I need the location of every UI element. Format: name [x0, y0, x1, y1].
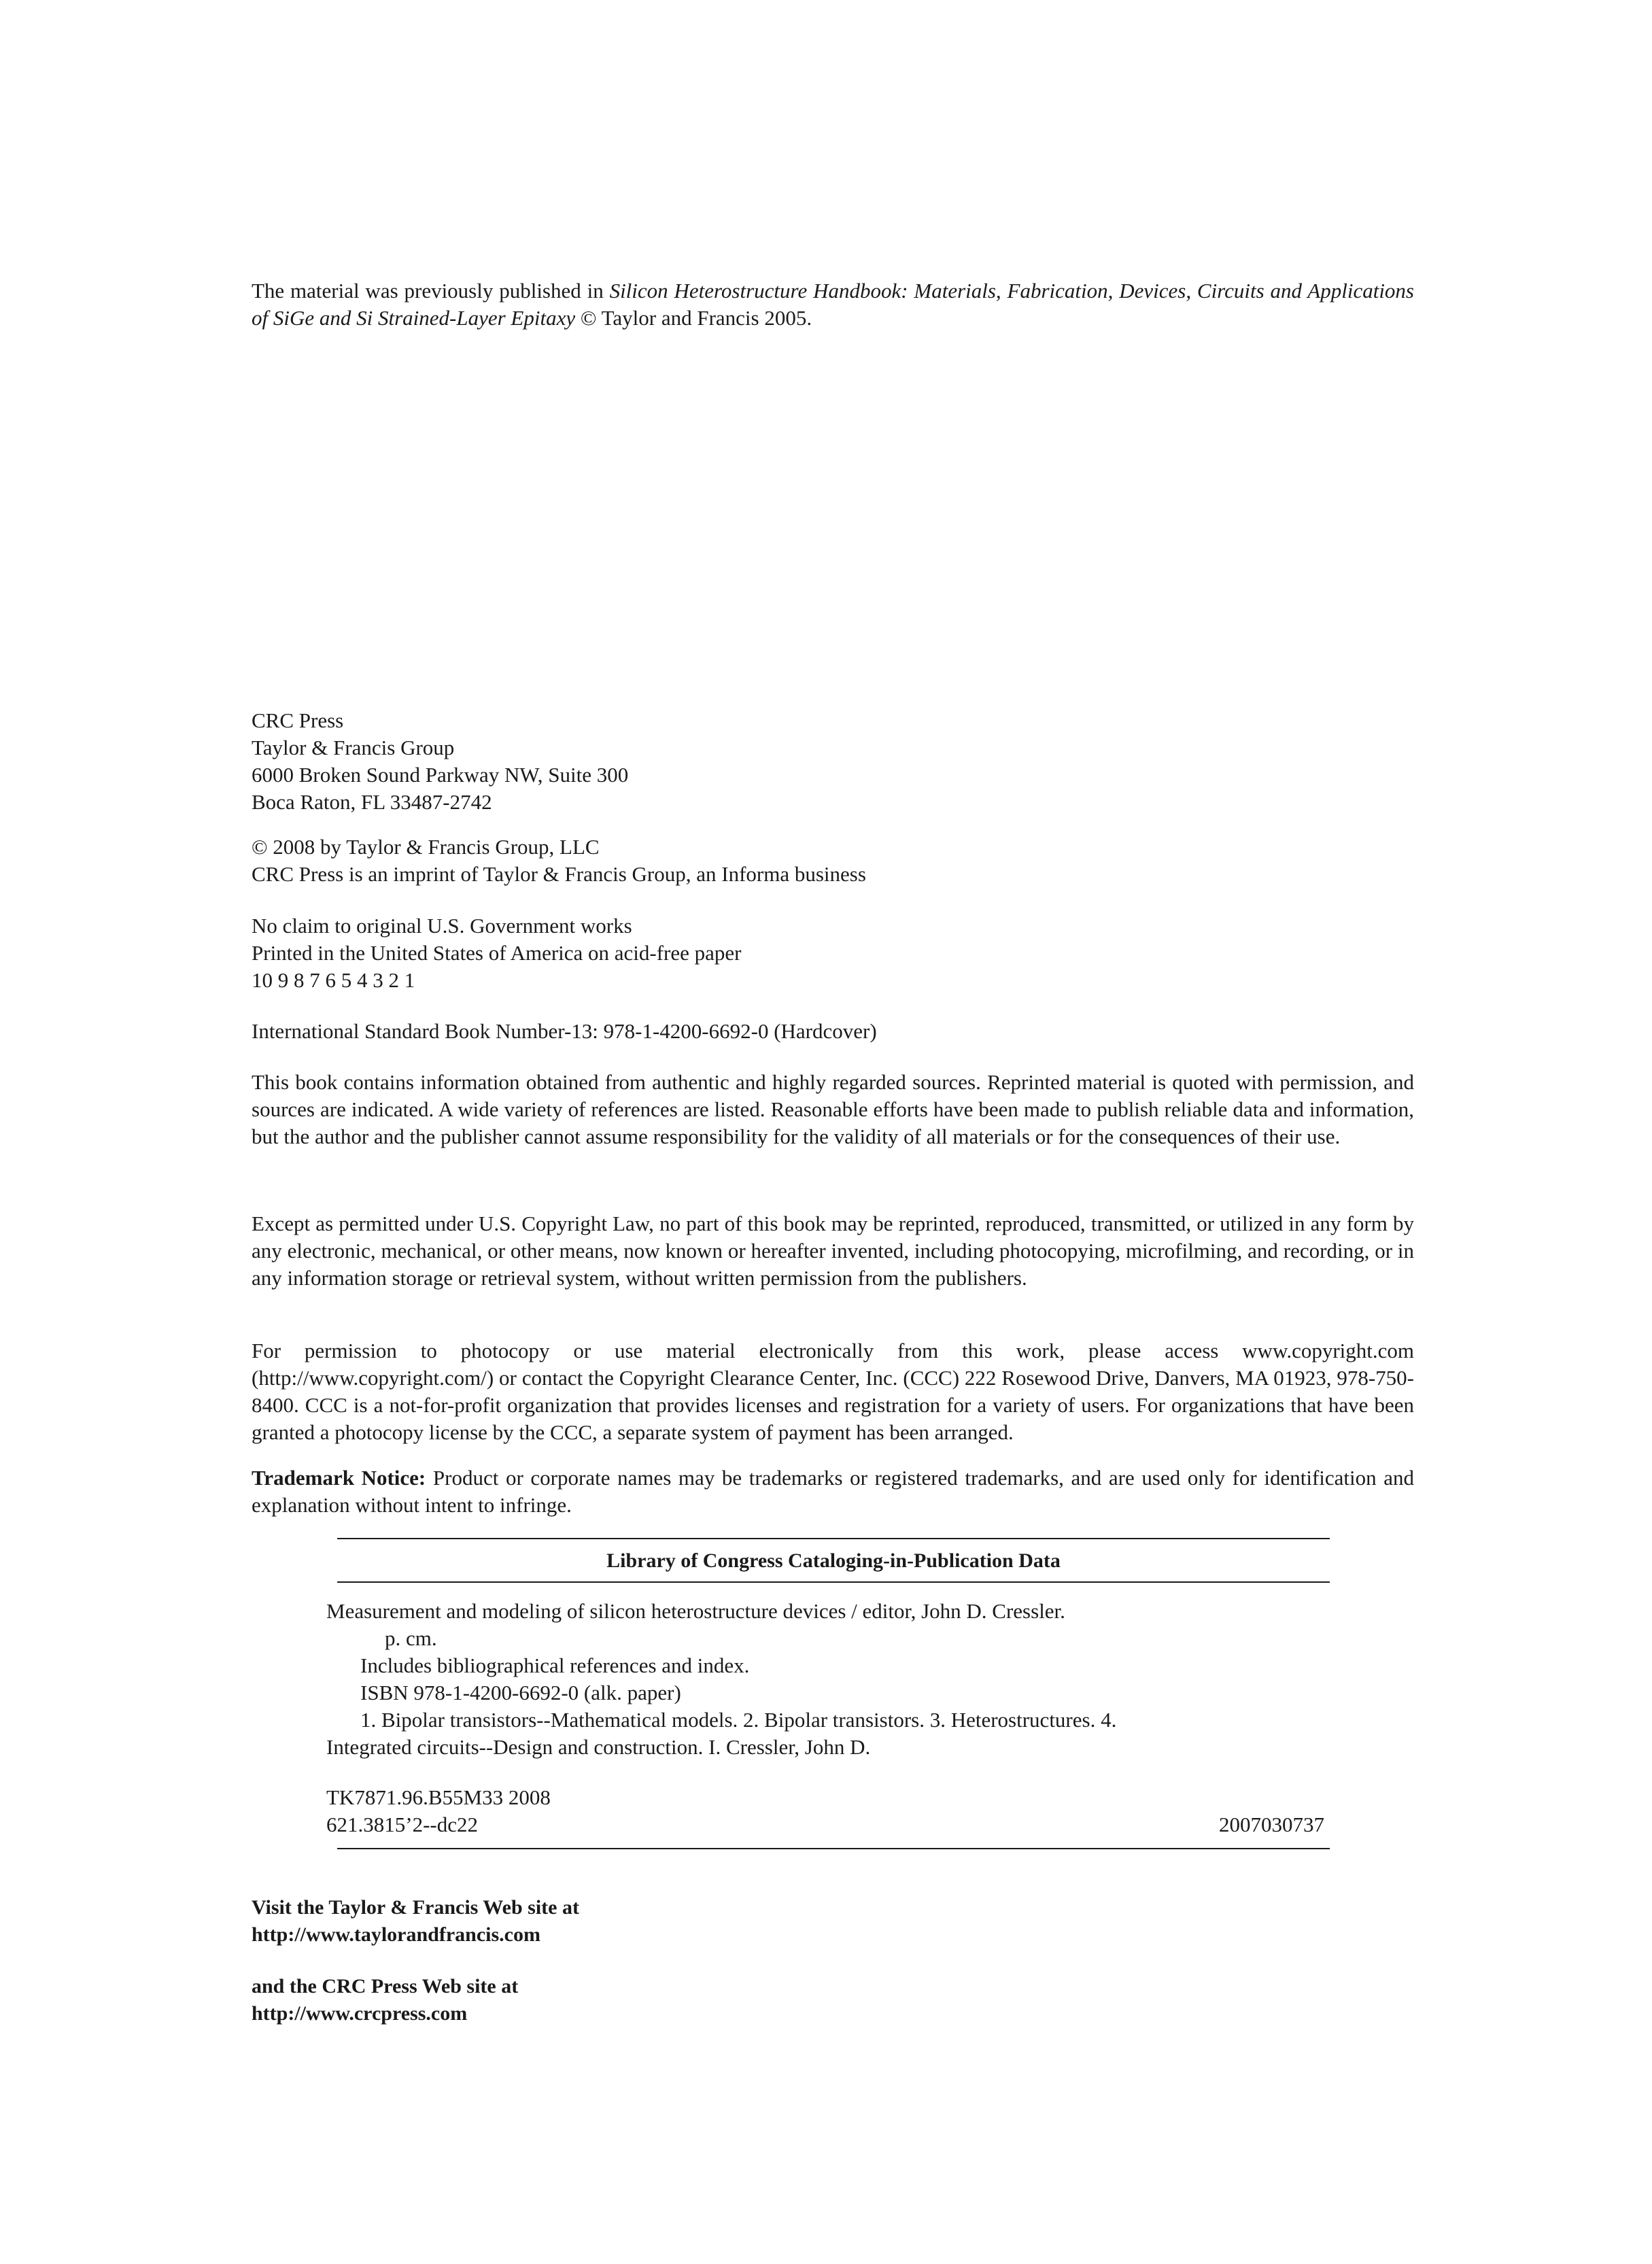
- cip-isbn-line: ISBN 978-1-4200-6692-0 (alk. paper): [360, 1681, 681, 1704]
- copyright-line: © 2008 by Taylor & Francis Group, LLC: [252, 835, 600, 859]
- cip-lcc-line: TK7871.96.B55M33 2008: [326, 1785, 551, 1809]
- isbn-line: International Standard Book Number-13: 978-1-4200-6692-0 (Hardcover): [252, 1019, 877, 1043]
- printing-info: [252, 912, 1414, 994]
- permission-paragraph: For permission to photocopy or use material electronically from this work, please access www.copyright.com (http://www.copyright.com/) or contact the Copyright Clearance Center, Inc. (CCC) 222 Rosewood Drive, Danvers, MA 01923, 978-750-8400. CCC is a not-for-profit organization that provides licenses and registration for a variety of users. For organizations that have been granted a photocopy license by the CCC, a separate system of payment has been arranged.: [252, 1339, 1414, 1444]
- previous-publication-note: [252, 277, 1414, 332]
- printed-line: Printed in the United States of America on acid-free paper: [252, 941, 742, 965]
- address-line: CRC Press: [252, 708, 344, 732]
- cip-data-block: [326, 1538, 1330, 1849]
- cip-bottom-rule: [337, 1848, 1330, 1849]
- publisher-address: [252, 707, 1414, 816]
- printing-number-line: 10 9 8 7 6 5 4 3 2 1: [252, 968, 415, 992]
- handbook-title: Silicon Heterostructure Handbook: Materials, Fabrication, Devices, Circuits and Applications of SiGe and Si Strained-Layer Epitaxy: [252, 279, 1414, 330]
- crc-website-link[interactable]: http://www.crcpress.com: [252, 2002, 468, 2025]
- intro-suffix: © Taylor and Francis 2005.: [575, 306, 812, 330]
- intro-prefix: The material was previously published in: [252, 279, 610, 303]
- cip-heading: Library of Congress Cataloging-in-Publication Data: [606, 1549, 1061, 1572]
- copyright-notice: [252, 834, 1414, 888]
- address-line: Boca Raton, FL 33487-2742: [252, 790, 492, 814]
- trademark-text: Product or corporate names may be trademarks or registered trademarks, and are used only for identification and explanation without intent to infringe.: [252, 1466, 1415, 1517]
- address-line: Taylor & Francis Group: [252, 736, 455, 759]
- cip-classification: [326, 1784, 1330, 1838]
- tf-website-label: Visit the Taylor & Francis Web site at: [252, 1896, 579, 1919]
- cip-lccn: 2007030737: [1219, 1813, 1324, 1836]
- crc-website-label: and the CRC Press Web site at: [252, 1975, 519, 1997]
- cip-ddc: 621.3815’2--dc22: [326, 1813, 478, 1836]
- copyright-law-paragraph: Except as permitted under U.S. Copyright Law, no part of this book may be reprinted, reproduced, transmitted, or utilized in any form by any electronic, mechanical, or other means, now known or hereafter invented, including photocopying, microfilming, and recording, or in any information storage or retrieval system, without written permission from the publishers.: [252, 1212, 1414, 1290]
- address-line: 6000 Broken Sound Parkway NW, Suite 300: [252, 763, 629, 787]
- tf-website-link[interactable]: http://www.taylorandfrancis.com: [252, 1923, 540, 1946]
- trademark-notice: [252, 1464, 1414, 1519]
- tf-website-block: [252, 1894, 1414, 1949]
- trademark-label: Trademark Notice:: [252, 1466, 426, 1490]
- cip-subjects-line: Integrated circuits--Design and construction. I. Cressler, John D.: [326, 1735, 871, 1759]
- info-paragraph: This book contains information obtained from authentic and highly regarded sources. Reprinted material is quoted with permission, and sources are indicated. A wide variety of references are listed. Reasonable efforts have been made to publish reliable data and information, but the author and the publisher cannot assume responsibility for the validity of all materials or for the consequences of their use.: [252, 1070, 1414, 1148]
- cip-biblio-line: Includes bibliographical references and index.: [360, 1653, 750, 1677]
- crc-website-block: [252, 1973, 1414, 2027]
- cip-record: [326, 1583, 1330, 1761]
- imprint-line: CRC Press is an imprint of Taylor & Francis Group, an Informa business: [252, 862, 866, 886]
- cip-subjects-line: 1. Bipolar transistors--Mathematical models. 2. Bipolar transistors. 3. Heterostructures. 4.: [360, 1708, 1117, 1732]
- cip-title-line: Measurement and modeling of silicon heterostructure devices / editor, John D. Cressler.: [326, 1599, 1065, 1623]
- cip-pcm-line: p. cm.: [385, 1626, 437, 1650]
- cip-ddc-row: [326, 1811, 1330, 1838]
- government-works-line: No claim to original U.S. Government works: [252, 914, 632, 938]
